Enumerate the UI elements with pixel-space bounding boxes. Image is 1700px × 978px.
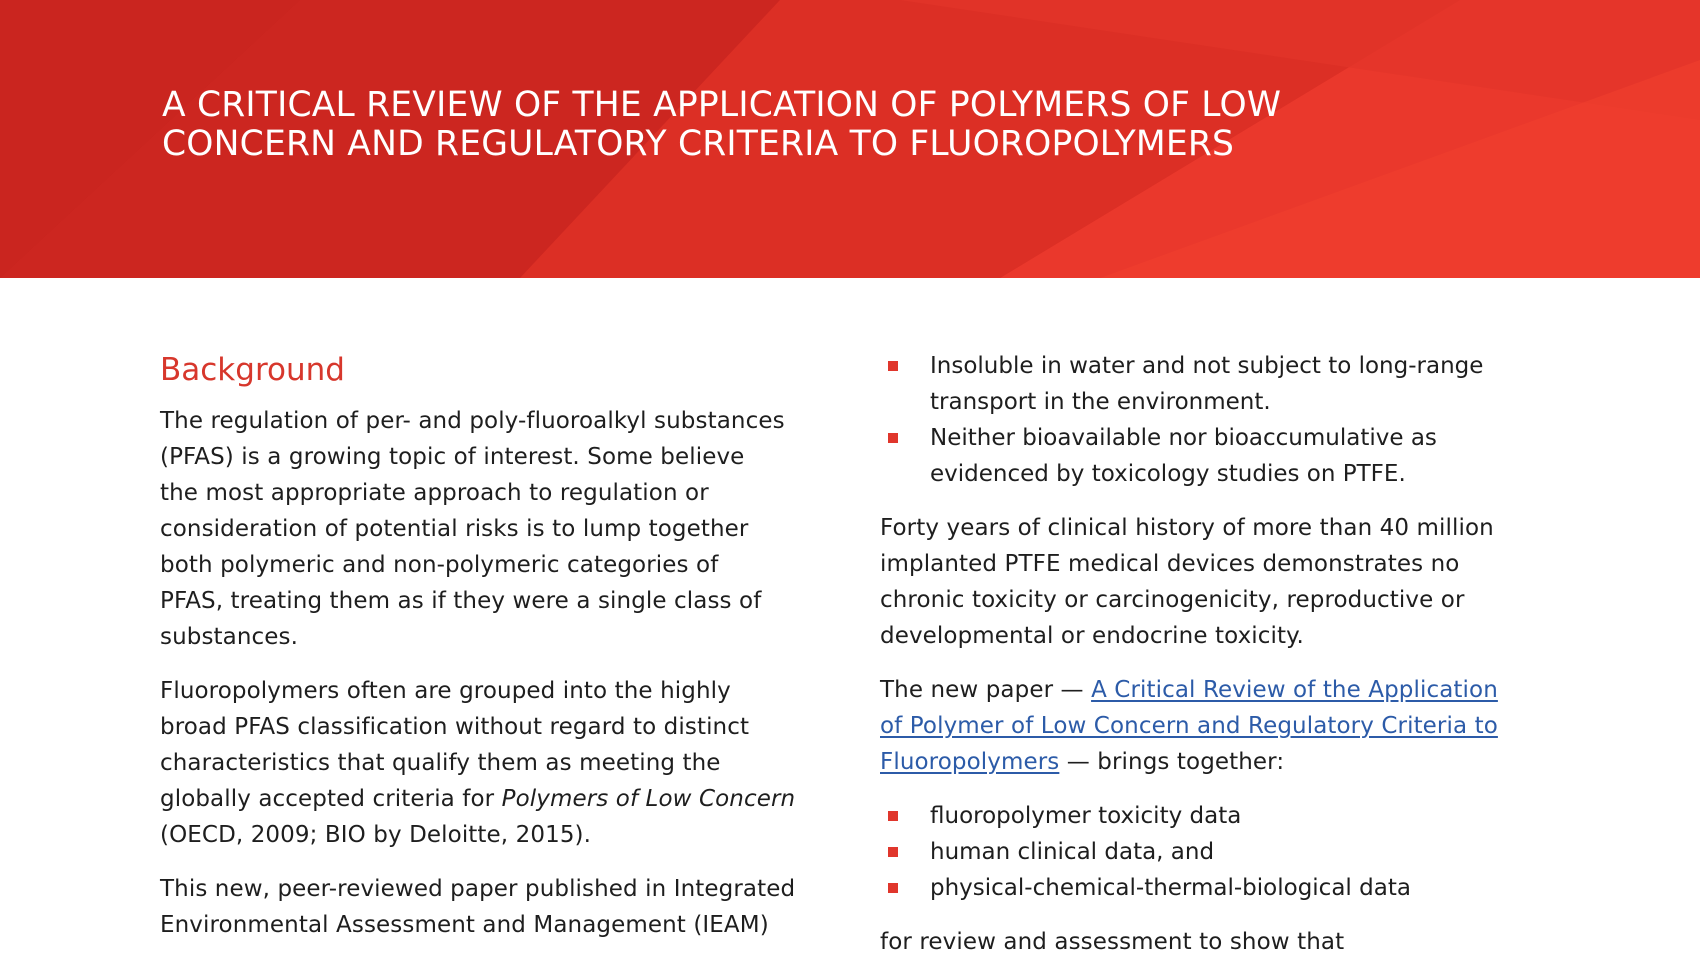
text-line: This new, peer-reviewed paper published in Integrated [160, 876, 796, 902]
text-line [880, 708, 1540, 744]
header-banner [0, 0, 1700, 278]
text-line: (OECD, 2009; BIO by Deloitte, 2015). [160, 822, 592, 848]
text-line: the most appropriate approach to regulation or [160, 480, 709, 506]
list-item [880, 798, 1540, 834]
document-title [162, 86, 1281, 164]
bullet-square-icon [888, 847, 898, 857]
document-title-line-1: A CRITICAL REVIEW OF THE APPLICATION OF POLYMERS OF LOW [162, 85, 1282, 125]
text-line: Neither bioavailable nor bioaccumulative as [930, 425, 1437, 451]
text-fragment: globally accepted criteria for [160, 786, 502, 812]
text-line [160, 781, 820, 817]
text-line: both polymeric and non-polymeric categories of [160, 552, 719, 578]
text-line: characteristics that qualify them as meeting the [160, 750, 721, 776]
background-heading: Background [160, 352, 345, 388]
paper-link[interactable]: of Polymer of Low Concern and Regulatory Criteria to [880, 713, 1498, 739]
background-paragraph-1 [160, 403, 820, 655]
text-line: broad PFAS classification without regard to distinct [160, 714, 750, 740]
text-line: consideration of potential risks is to lump together [160, 516, 749, 542]
paper-link[interactable]: Fluoropolymers [880, 749, 1060, 775]
text-line: substances. [160, 624, 299, 650]
text-line: evidenced by toxicology studies on PTFE. [930, 461, 1406, 487]
list-item [880, 420, 1540, 492]
text-line: Fluoropolymers often are grouped into the highly [160, 678, 731, 704]
document-title-line-2: CONCERN AND REGULATORY CRITERIA TO FLUOROPOLYMERS [162, 124, 1235, 164]
text-line: The regulation of per- and poly-fluoroalkyl substances [160, 408, 785, 434]
polymers-of-low-concern-term: Polymers of Low Concern [501, 786, 796, 812]
text-fragment: — brings together: [1059, 749, 1285, 775]
background-paragraph-2 [160, 673, 820, 853]
data-types-bullet-list [880, 798, 1540, 906]
left-column [160, 347, 820, 961]
bullet-square-icon [888, 361, 898, 371]
text-line: physical-chemical-thermal-biological data [930, 875, 1411, 901]
text-line: developmental or endocrine toxicity. [880, 623, 1304, 649]
text-line: implanted PTFE medical devices demonstrates no [880, 551, 1460, 577]
text-line [880, 672, 1540, 708]
text-line: chronic toxicity or carcinogenicity, reproductive or [880, 587, 1465, 613]
bullet-square-icon [888, 811, 898, 821]
bullet-square-icon [888, 883, 898, 893]
text-line: PFAS, treating them as if they were a single class of [160, 588, 762, 614]
text-line: Insoluble in water and not subject to long-range [930, 353, 1484, 379]
text-fragment: The new paper — [880, 677, 1092, 703]
new-paper-paragraph [880, 672, 1540, 780]
text-line: human clinical data, and [930, 839, 1215, 865]
text-line: (PFAS) is a growing topic of interest. Some believe [160, 444, 745, 470]
text-line: Forty years of clinical history of more than 40 million [880, 515, 1494, 541]
background-paragraph-3 [160, 871, 820, 943]
list-item [880, 348, 1540, 420]
right-column [880, 348, 1540, 978]
text-line: fluoropolymer toxicity data [930, 803, 1242, 829]
bullet-square-icon [888, 433, 898, 443]
text-line [880, 744, 1540, 780]
properties-bullet-list [880, 348, 1540, 492]
list-item [880, 834, 1540, 870]
clinical-history-paragraph [880, 510, 1540, 654]
list-item [880, 870, 1540, 906]
text-line: for review and assessment to show that [880, 929, 1345, 955]
paper-link[interactable]: A Critical Review of the Application [1091, 677, 1498, 703]
text-line: Environmental Assessment and Management (IEAM) [160, 912, 769, 938]
text-line: transport in the environment. [930, 389, 1271, 415]
